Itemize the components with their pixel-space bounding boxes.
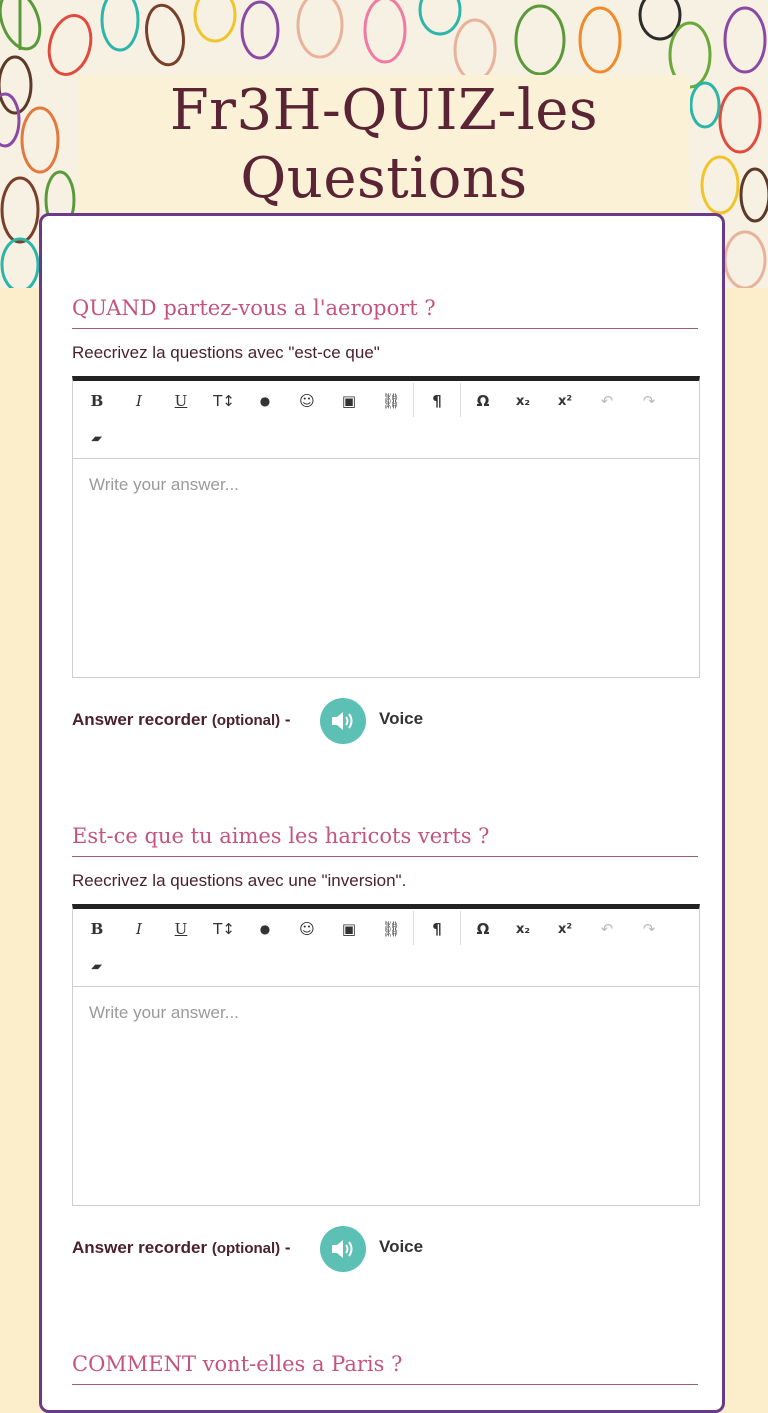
worksheet-card [39,213,725,1413]
underline-icon[interactable]: U [174,392,188,410]
answer-recorder [72,698,698,744]
subscript-icon[interactable]: x₂ [515,921,531,937]
title-card [78,75,690,215]
question-title: Est-ce que tu aimes les haricots verts ? [72,824,698,857]
recorder-label: Answer recorder (optional) - [72,1238,291,1257]
underline-icon[interactable]: U [174,920,188,938]
text-size-icon[interactable]: T↕ [213,392,235,410]
eraser-icon[interactable]: ▰ [89,431,105,445]
question-block [72,824,698,1272]
paragraph-icon[interactable]: ¶ [432,392,442,410]
undo-icon[interactable]: ↶ [600,392,614,410]
link-icon[interactable]: ⛓ [381,920,401,938]
question-title: QUAND partez-vous a l'aeroport ? [72,296,698,329]
bold-icon[interactable]: B [90,920,104,938]
emoji-icon[interactable]: ☺ [299,920,315,938]
color-icon[interactable]: ● [259,922,271,936]
redo-icon[interactable]: ↷ [642,392,656,410]
bold-icon[interactable]: B [90,392,104,410]
eraser-icon[interactable]: ▰ [89,959,105,973]
question-instruction: Reecrivez la questions avec une "inversion". [72,871,407,890]
subscript-icon[interactable]: x₂ [515,393,531,409]
superscript-icon[interactable]: x² [557,921,573,937]
image-icon[interactable]: ▣ [341,920,357,938]
redo-icon[interactable]: ↷ [642,920,656,938]
question-block [72,296,698,744]
answer-input[interactable]: Write your answer... [73,987,699,1205]
question-block [72,1352,698,1385]
answer-editor [72,376,700,678]
answer-recorder [72,1226,698,1272]
answer-editor [72,904,700,1206]
voice-label: Voice [379,709,424,728]
recorder-label: Answer recorder (optional) - [72,710,291,729]
emoji-icon[interactable]: ☺ [299,392,315,410]
paragraph-icon[interactable]: ¶ [432,920,442,938]
omega-icon[interactable]: Ω [476,920,490,938]
speaker-icon[interactable] [320,1226,366,1272]
voice-label: Voice [379,1237,424,1256]
toolbar-divider [460,383,461,417]
undo-icon[interactable]: ↶ [600,920,614,938]
editor-toolbar [73,909,699,987]
toolbar-divider [413,383,414,417]
color-icon[interactable]: ● [259,394,271,408]
editor-toolbar [73,381,699,459]
link-icon[interactable]: ⛓ [381,392,401,410]
italic-icon[interactable]: I [136,392,142,410]
page-title: Fr3H-QUIZ-les Questions [169,78,599,211]
answer-input[interactable]: Write your answer... [73,459,699,677]
question-instruction: Reecrivez la questions avec "est-ce que" [72,343,380,362]
omega-icon[interactable]: Ω [476,392,490,410]
italic-icon[interactable]: I [136,920,142,938]
question-title: COMMENT vont-elles a Paris ? [72,1352,698,1385]
superscript-icon[interactable]: x² [557,393,573,409]
toolbar-divider [413,911,414,945]
image-icon[interactable]: ▣ [341,392,357,410]
text-size-icon[interactable]: T↕ [213,920,235,938]
toolbar-divider [460,911,461,945]
speaker-icon[interactable] [320,698,366,744]
